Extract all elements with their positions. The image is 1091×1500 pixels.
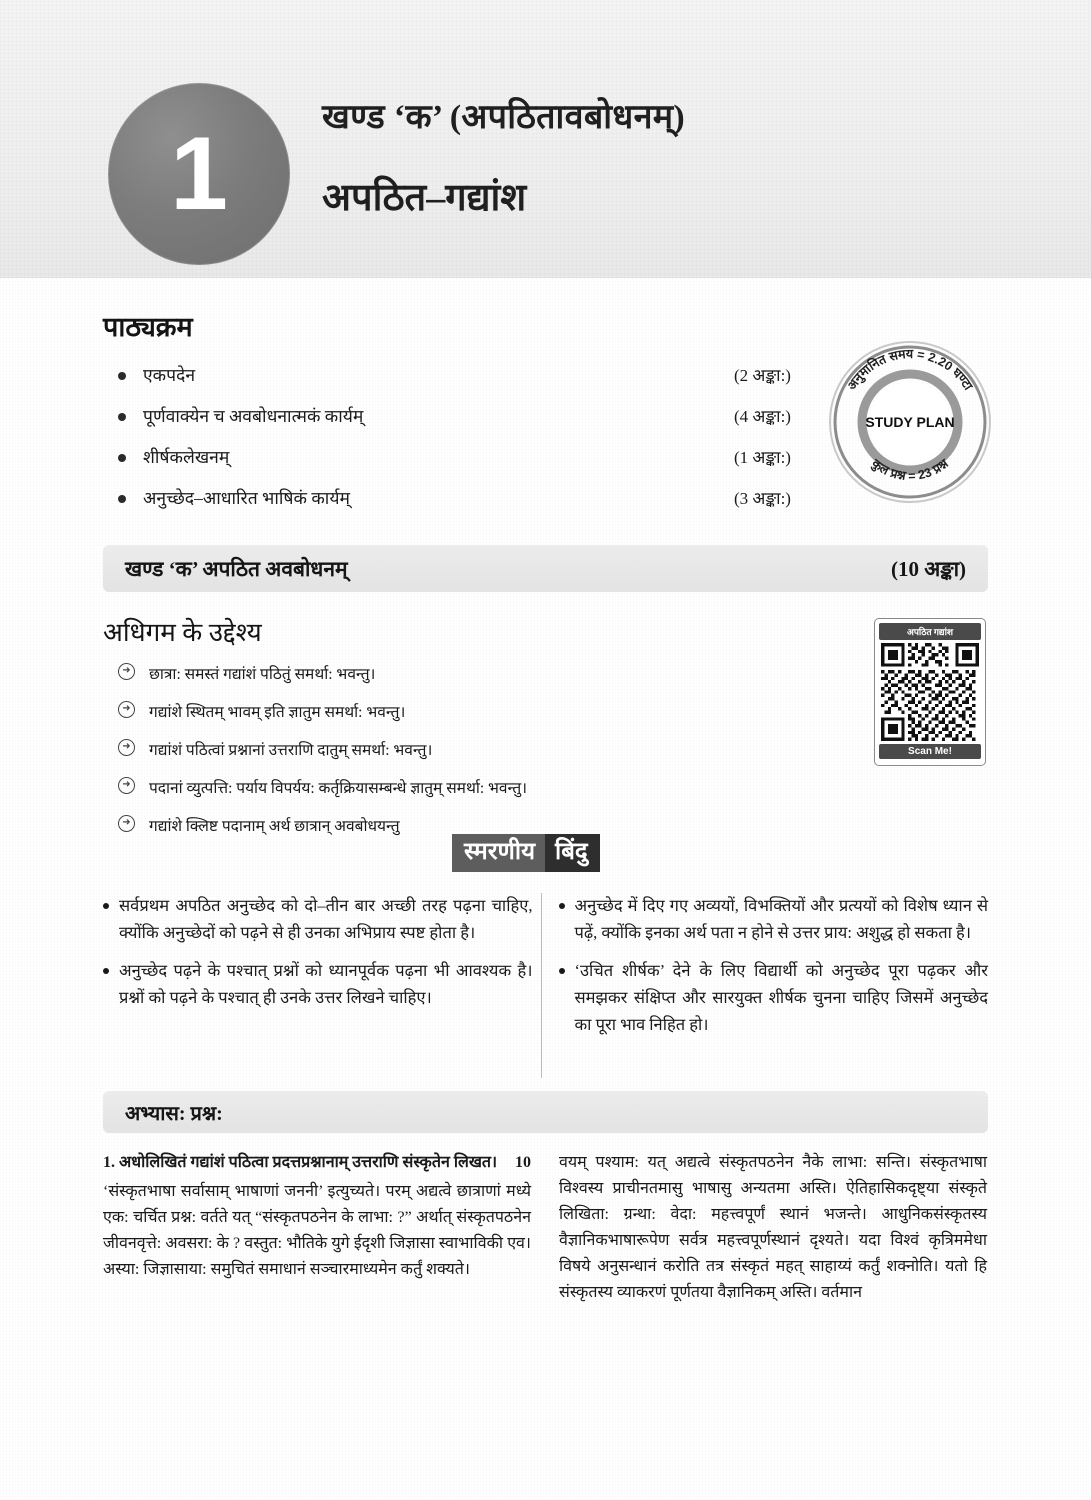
objective-label: गद्यांशं पठित्वां प्रश्नानां उत्तराणि दातुम् समर्था: भवन्तु।	[149, 742, 433, 759]
points-right-column	[559, 893, 989, 1051]
arrow-right-icon: ➜	[118, 739, 135, 756]
khand-title: खण्ड ‘क’ (अपठितावबोधनम्)	[322, 99, 685, 136]
objective-label: गद्यांशे स्थितम् भावम् इति ज्ञातुम समर्था: भवन्तु।	[149, 704, 406, 721]
chapter-header-band	[0, 0, 1091, 278]
study-plan-center-text: STUDY PLAN	[865, 414, 955, 430]
passage-paragraph-right: वयम् पश्याम: यत् अद्यत्वे संस्कृतपठनेन नैके लाभा: सन्ति। संस्कृतभाषा विश्वस्य प्राचीनतमासु भाषासु अन्यतमा अस्ति। ऐतिहासिकदृष्ट्या संस्कृते लिखिता: ग्रन्था: वेदा: महत्त्वपूर्णं स्थानं भजन्ते। आधुनिकसंस्कृतस्य वैज्ञानिकभाषारूपेण सर्वत्र महत्त्वपूर्णस्थानं दृश्यते। यदा विश्वं कृत्रिममेधा विषये अनुसन्धानं करोति तत्र संस्कृतं महत् साहाय्यं कर्तुं शक्नोति। यतो हि संस्कृतस्य व्याकरणं पूर्णतया वैज्ञानिकम् अस्ति। वर्तमान	[559, 1154, 987, 1301]
question-number-text: 1. अधोलिखितं गद्यांशं पठित्वा प्रदत्तप्रश्नानाम् उत्तराणि संस्कृतेन लिखत।	[103, 1154, 498, 1171]
syllabus-heading: पाठ्यक्रम	[103, 312, 193, 342]
study-plan-top-text: अनुमानित समय = 2.20 घण्टा	[844, 346, 976, 393]
question-right-column	[559, 1150, 987, 1308]
bullet-icon	[103, 903, 109, 909]
syllabus-item-label: पूर्णवाक्येन च अवबोधनात्मकं कार्यम्	[143, 406, 364, 426]
bullet-icon	[559, 968, 565, 974]
chapter-number-badge	[108, 83, 290, 265]
study-plan-bottom-text: कुल प्रश्न = 23 प्रश्न	[869, 456, 951, 484]
qr-scan-label: Scan Me!	[879, 744, 981, 759]
header-titles	[322, 92, 1022, 222]
list-item	[118, 814, 838, 836]
syllabus-item-marks: (2 अङ्का:)	[734, 366, 791, 385]
point-text: ‘उचित शीर्षक’ देने के लिए विद्यार्थी को अनुच्छेद पूरा पढ़कर और समझकर संक्षिप्त और सारयुक्त शीर्षक चुनना चाहिए जिसमें अनुच्छेद का पूरा भाव निहित हो।	[574, 961, 988, 1034]
list-item	[118, 738, 838, 760]
syllabus-item-marks: (3 अङ्का:)	[734, 489, 791, 508]
point-item	[559, 958, 989, 1038]
arrow-right-icon: ➜	[118, 777, 135, 794]
arrow-right-icon: ➜	[118, 663, 135, 680]
study-plan-seal	[826, 338, 994, 506]
objectives-list	[118, 662, 838, 852]
syllabus-item-label: अनुच्छेद–आधारित भाषिकं कार्यम्	[143, 488, 350, 508]
syllabus-item-marks: (4 अङ्का:)	[734, 407, 791, 426]
khand-bar-label: खण्ड ‘क’ अपठित अवबोधनम्	[125, 556, 348, 581]
syllabus-item-label: एकपदेन	[143, 365, 196, 385]
syllabus-item-label: शीर्षकलेखनम्	[143, 447, 230, 467]
list-item	[118, 776, 838, 798]
qr-caption: अपठित गद्यांश	[879, 623, 981, 640]
qr-code-box[interactable]	[874, 618, 986, 766]
list-item	[118, 486, 791, 510]
point-text: सर्वप्रथम अपठित अनुच्छेद को दो–तीन बार अच्छी तरह पढ़ना चाहिए, क्योंकि अनुच्छेदों को पढ़ने से ही उनका अभिप्राय स्पष्ट होता है।	[119, 896, 533, 942]
page-title: अपठित–गद्यांश	[322, 177, 527, 219]
arrow-right-icon: ➜	[118, 701, 135, 718]
point-item	[559, 893, 989, 946]
list-item	[118, 445, 791, 469]
point-text: अनुच्छेद पढ़ने के पश्चात् प्रश्नों को ध्यानपूर्वक पढ़ना भी आवश्यक है। प्रश्नों को पढ़ने के पश्चात् ही उनके उत्तर लिखने चाहिए।	[119, 961, 533, 1008]
list-item	[118, 662, 838, 684]
points-left-column	[103, 893, 533, 1051]
objective-label: गद्यांशे क्लिष्ट पदानाम् अर्थ छात्रान् अवबोधयन्तु	[149, 818, 400, 835]
objectives-heading: अधिगम के उद्देश्य	[103, 618, 262, 647]
chapter-number: 1	[170, 116, 228, 232]
list-item	[118, 404, 791, 428]
khand-section-bar	[103, 545, 988, 592]
points-columns	[103, 893, 988, 1051]
list-item	[118, 363, 791, 387]
bullet-icon	[559, 903, 565, 909]
points-title	[452, 834, 600, 872]
objective-label: छात्रा: समस्तं गद्यांशं पठितुं समर्था: भवन्तु।	[149, 666, 376, 683]
point-item	[103, 958, 533, 1011]
syllabus-item-marks: (1 अङ्का:)	[734, 448, 791, 467]
syllabus-list	[118, 363, 791, 527]
question-body	[103, 1150, 988, 1308]
qr-code-icon	[881, 643, 979, 741]
points-title-part1: स्मरणीय	[452, 834, 545, 872]
bullet-icon	[118, 372, 126, 380]
point-text: अनुच्छेद में दिए गए अव्ययों, विभक्तियों और प्रत्ययों को विशेष ध्यान से पढ़ें, क्योंकि इनका अर्थ पता न होने से उत्तर प्राय: अशुद्ध हो सकता है।	[574, 896, 988, 942]
bullet-icon	[103, 968, 109, 974]
bullet-icon	[118, 495, 126, 503]
passage-paragraph-left: ‘संस्कृतभाषा सर्वासाम् भाषाणां जननी’ इत्युच्यते। परम् अद्यत्वे छात्राणां मध्ये एक: चर्चित प्रश्न: वर्तते यत् “संस्कृतपठनेन के लाभा: ?” अर्थात् संस्कृतपठनेन जीवनवृत्ते: अवसरा: के ? वस्तुत: भौतिके युगे ईदृशी जिज्ञासा स्वाभाविकी एव। अस्या: जिज्ञासाया: समुचितं समाधानं सञ्चारमाध्यमेन कर्तुं शक्यते।	[103, 1182, 531, 1278]
question-heading	[103, 1150, 531, 1176]
list-item	[118, 700, 838, 722]
arrow-right-icon: ➜	[118, 815, 135, 832]
practice-section-bar	[103, 1091, 988, 1133]
point-item	[103, 893, 533, 946]
points-title-part2: बिंदु	[545, 834, 600, 872]
objective-label: पदानां व्युत्पत्ति: पर्याय विपर्यय: कर्तृक्रियासम्बन्धे ज्ञातुम् समर्था: भवन्तु।	[149, 780, 528, 797]
question-marks: 10	[515, 1154, 531, 1171]
bullet-icon	[118, 454, 126, 462]
question-left-column	[103, 1150, 531, 1308]
practice-bar-label: अभ्यास: प्रश्न:	[125, 1102, 223, 1125]
khand-bar-marks: (10 अङ्का)	[890, 556, 966, 581]
bullet-icon	[118, 413, 126, 421]
